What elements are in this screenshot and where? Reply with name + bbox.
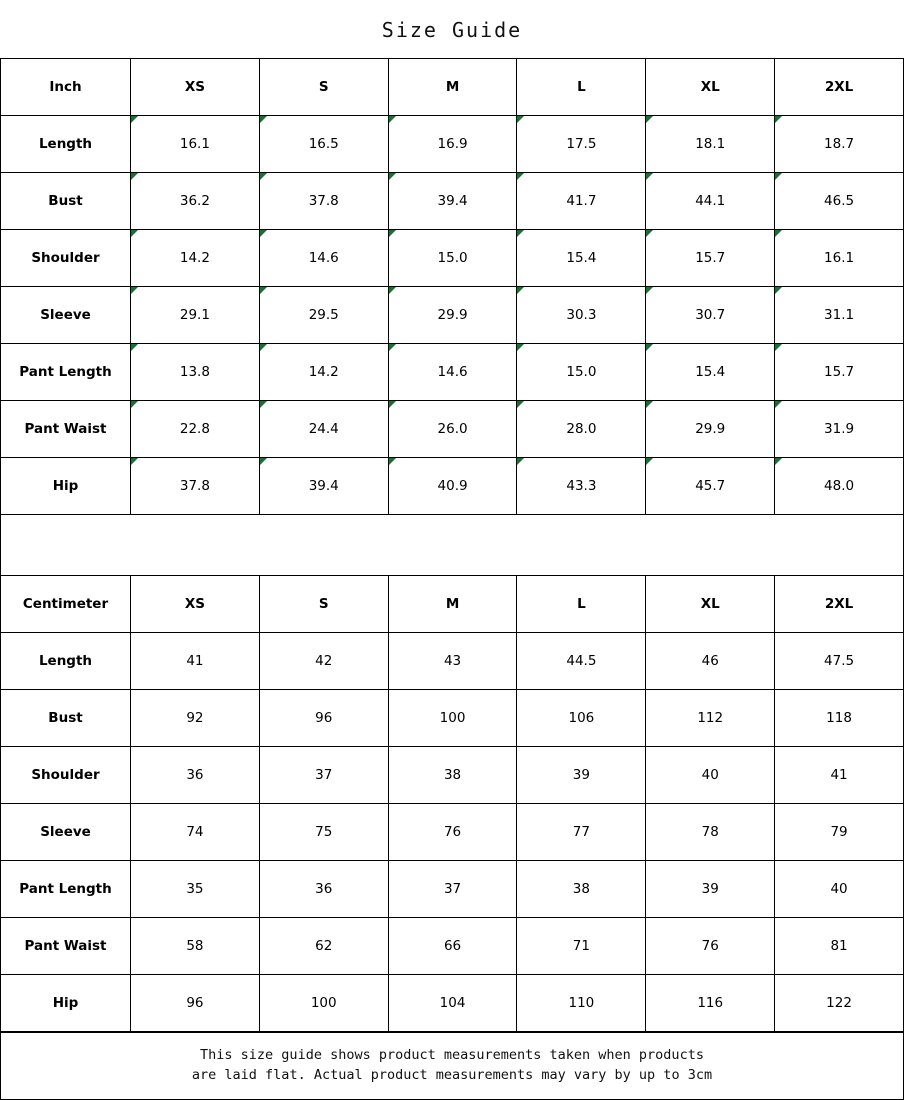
cell-length-xs: 16.1	[131, 116, 260, 173]
cell-length-xl: 46	[646, 633, 775, 690]
cell-pant-length-xs: 13.8	[131, 344, 260, 401]
table-row	[1, 173, 904, 230]
cell-pant-length-2xl: 15.7	[775, 344, 904, 401]
cell-shoulder-m: 15.0	[388, 230, 517, 287]
table-row	[1, 918, 904, 975]
cell-length-m: 43	[388, 633, 517, 690]
column-header-xs: XS	[131, 59, 260, 116]
cell-bust-2xl: 46.5	[775, 173, 904, 230]
cell-shoulder-2xl: 41	[775, 747, 904, 804]
note-line-2: are laid flat. Actual product measurements may vary by up to 3cm	[191, 1067, 713, 1083]
cell-shoulder-l: 39	[517, 747, 646, 804]
cell-sleeve-s: 75	[259, 804, 388, 861]
cell-hip-m: 104	[388, 975, 517, 1032]
table-row	[1, 116, 904, 173]
cell-length-s: 42	[259, 633, 388, 690]
column-header-xl: XL	[646, 576, 775, 633]
column-header-l: L	[517, 576, 646, 633]
unit-label-centimeter: Centimeter	[1, 576, 131, 633]
cell-pant-length-s: 14.2	[259, 344, 388, 401]
table-row	[1, 861, 904, 918]
note-line-1: This size guide shows product measurements taken when products	[200, 1047, 704, 1063]
cell-pant-length-2xl: 40	[775, 861, 904, 918]
table-row	[1, 690, 904, 747]
cell-sleeve-2xl: 79	[775, 804, 904, 861]
cell-shoulder-xs: 14.2	[131, 230, 260, 287]
cell-sleeve-xs: 29.1	[131, 287, 260, 344]
table-separator	[0, 515, 904, 575]
table-row	[1, 287, 904, 344]
cell-length-2xl: 47.5	[775, 633, 904, 690]
table-header-row	[1, 576, 904, 633]
cell-pant-waist-l: 28.0	[517, 401, 646, 458]
cell-bust-l: 41.7	[517, 173, 646, 230]
cell-bust-m: 39.4	[388, 173, 517, 230]
table-row	[1, 230, 904, 287]
cell-pant-length-xs: 35	[131, 861, 260, 918]
table-row	[1, 458, 904, 515]
cell-pant-length-s: 36	[259, 861, 388, 918]
cell-hip-2xl: 48.0	[775, 458, 904, 515]
cell-length-l: 44.5	[517, 633, 646, 690]
cell-bust-s: 37.8	[259, 173, 388, 230]
cell-pant-length-m: 14.6	[388, 344, 517, 401]
cell-bust-xs: 36.2	[131, 173, 260, 230]
cell-hip-m: 40.9	[388, 458, 517, 515]
table-row	[1, 975, 904, 1032]
column-header-m: M	[388, 576, 517, 633]
cell-pant-waist-xs: 58	[131, 918, 260, 975]
cell-pant-waist-xs: 22.8	[131, 401, 260, 458]
cell-pant-waist-xl: 29.9	[646, 401, 775, 458]
row-label-bust: Bust	[1, 690, 131, 747]
table-header-row	[1, 59, 904, 116]
unit-label-inch: Inch	[1, 59, 131, 116]
cell-pant-waist-2xl: 81	[775, 918, 904, 975]
cell-sleeve-2xl: 31.1	[775, 287, 904, 344]
cell-length-xs: 41	[131, 633, 260, 690]
size-guide-note	[0, 1032, 904, 1100]
cell-length-l: 17.5	[517, 116, 646, 173]
cell-sleeve-xl: 30.7	[646, 287, 775, 344]
cell-pant-waist-xl: 76	[646, 918, 775, 975]
cell-shoulder-2xl: 16.1	[775, 230, 904, 287]
column-header-2xl: 2XL	[775, 576, 904, 633]
cell-sleeve-s: 29.5	[259, 287, 388, 344]
cell-pant-length-m: 37	[388, 861, 517, 918]
cell-hip-xl: 45.7	[646, 458, 775, 515]
cell-bust-s: 96	[259, 690, 388, 747]
row-label-sleeve: Sleeve	[1, 804, 131, 861]
row-label-shoulder: Shoulder	[1, 747, 131, 804]
row-label-pant-length: Pant Length	[1, 344, 131, 401]
column-header-xl: XL	[646, 59, 775, 116]
cell-shoulder-xs: 36	[131, 747, 260, 804]
cell-hip-l: 110	[517, 975, 646, 1032]
table-row	[1, 344, 904, 401]
cell-hip-s: 39.4	[259, 458, 388, 515]
row-label-length: Length	[1, 633, 131, 690]
table-row	[1, 804, 904, 861]
row-label-hip: Hip	[1, 975, 131, 1032]
cell-sleeve-m: 76	[388, 804, 517, 861]
cell-bust-m: 100	[388, 690, 517, 747]
cell-length-2xl: 18.7	[775, 116, 904, 173]
cell-length-m: 16.9	[388, 116, 517, 173]
cell-pant-waist-m: 26.0	[388, 401, 517, 458]
cell-sleeve-l: 30.3	[517, 287, 646, 344]
cell-hip-l: 43.3	[517, 458, 646, 515]
cell-sleeve-xl: 78	[646, 804, 775, 861]
table-row	[1, 401, 904, 458]
table-row	[1, 747, 904, 804]
row-label-pant-waist: Pant Waist	[1, 918, 131, 975]
cell-hip-2xl: 122	[775, 975, 904, 1032]
row-label-hip: Hip	[1, 458, 131, 515]
cell-length-s: 16.5	[259, 116, 388, 173]
cell-sleeve-xs: 74	[131, 804, 260, 861]
column-header-l: L	[517, 59, 646, 116]
row-label-pant-length: Pant Length	[1, 861, 131, 918]
cell-shoulder-l: 15.4	[517, 230, 646, 287]
column-header-m: M	[388, 59, 517, 116]
cell-bust-xl: 112	[646, 690, 775, 747]
row-label-shoulder: Shoulder	[1, 230, 131, 287]
row-label-sleeve: Sleeve	[1, 287, 131, 344]
cell-length-xl: 18.1	[646, 116, 775, 173]
cell-bust-2xl: 118	[775, 690, 904, 747]
cell-sleeve-m: 29.9	[388, 287, 517, 344]
row-label-length: Length	[1, 116, 131, 173]
page-title: Size Guide	[381, 18, 523, 42]
cell-pant-length-l: 38	[517, 861, 646, 918]
cell-sleeve-l: 77	[517, 804, 646, 861]
cell-bust-l: 106	[517, 690, 646, 747]
cell-pant-length-xl: 15.4	[646, 344, 775, 401]
table-row	[1, 633, 904, 690]
size-table-centimeter	[0, 575, 904, 1032]
cell-shoulder-xl: 15.7	[646, 230, 775, 287]
cell-shoulder-s: 14.6	[259, 230, 388, 287]
cell-shoulder-xl: 40	[646, 747, 775, 804]
row-label-pant-waist: Pant Waist	[1, 401, 131, 458]
column-header-s: S	[259, 576, 388, 633]
column-header-s: S	[259, 59, 388, 116]
cell-pant-waist-l: 71	[517, 918, 646, 975]
cell-bust-xl: 44.1	[646, 173, 775, 230]
cell-hip-xs: 96	[131, 975, 260, 1032]
column-header-xs: XS	[131, 576, 260, 633]
size-table-inch	[0, 58, 904, 515]
row-label-bust: Bust	[1, 173, 131, 230]
cell-pant-waist-m: 66	[388, 918, 517, 975]
cell-shoulder-s: 37	[259, 747, 388, 804]
cell-hip-xl: 116	[646, 975, 775, 1032]
cell-pant-waist-2xl: 31.9	[775, 401, 904, 458]
cell-hip-s: 100	[259, 975, 388, 1032]
cell-shoulder-m: 38	[388, 747, 517, 804]
cell-pant-length-l: 15.0	[517, 344, 646, 401]
cell-pant-waist-s: 24.4	[259, 401, 388, 458]
cell-hip-xs: 37.8	[131, 458, 260, 515]
column-header-2xl: 2XL	[775, 59, 904, 116]
cell-pant-length-xl: 39	[646, 861, 775, 918]
cell-bust-xs: 92	[131, 690, 260, 747]
cell-pant-waist-s: 62	[259, 918, 388, 975]
